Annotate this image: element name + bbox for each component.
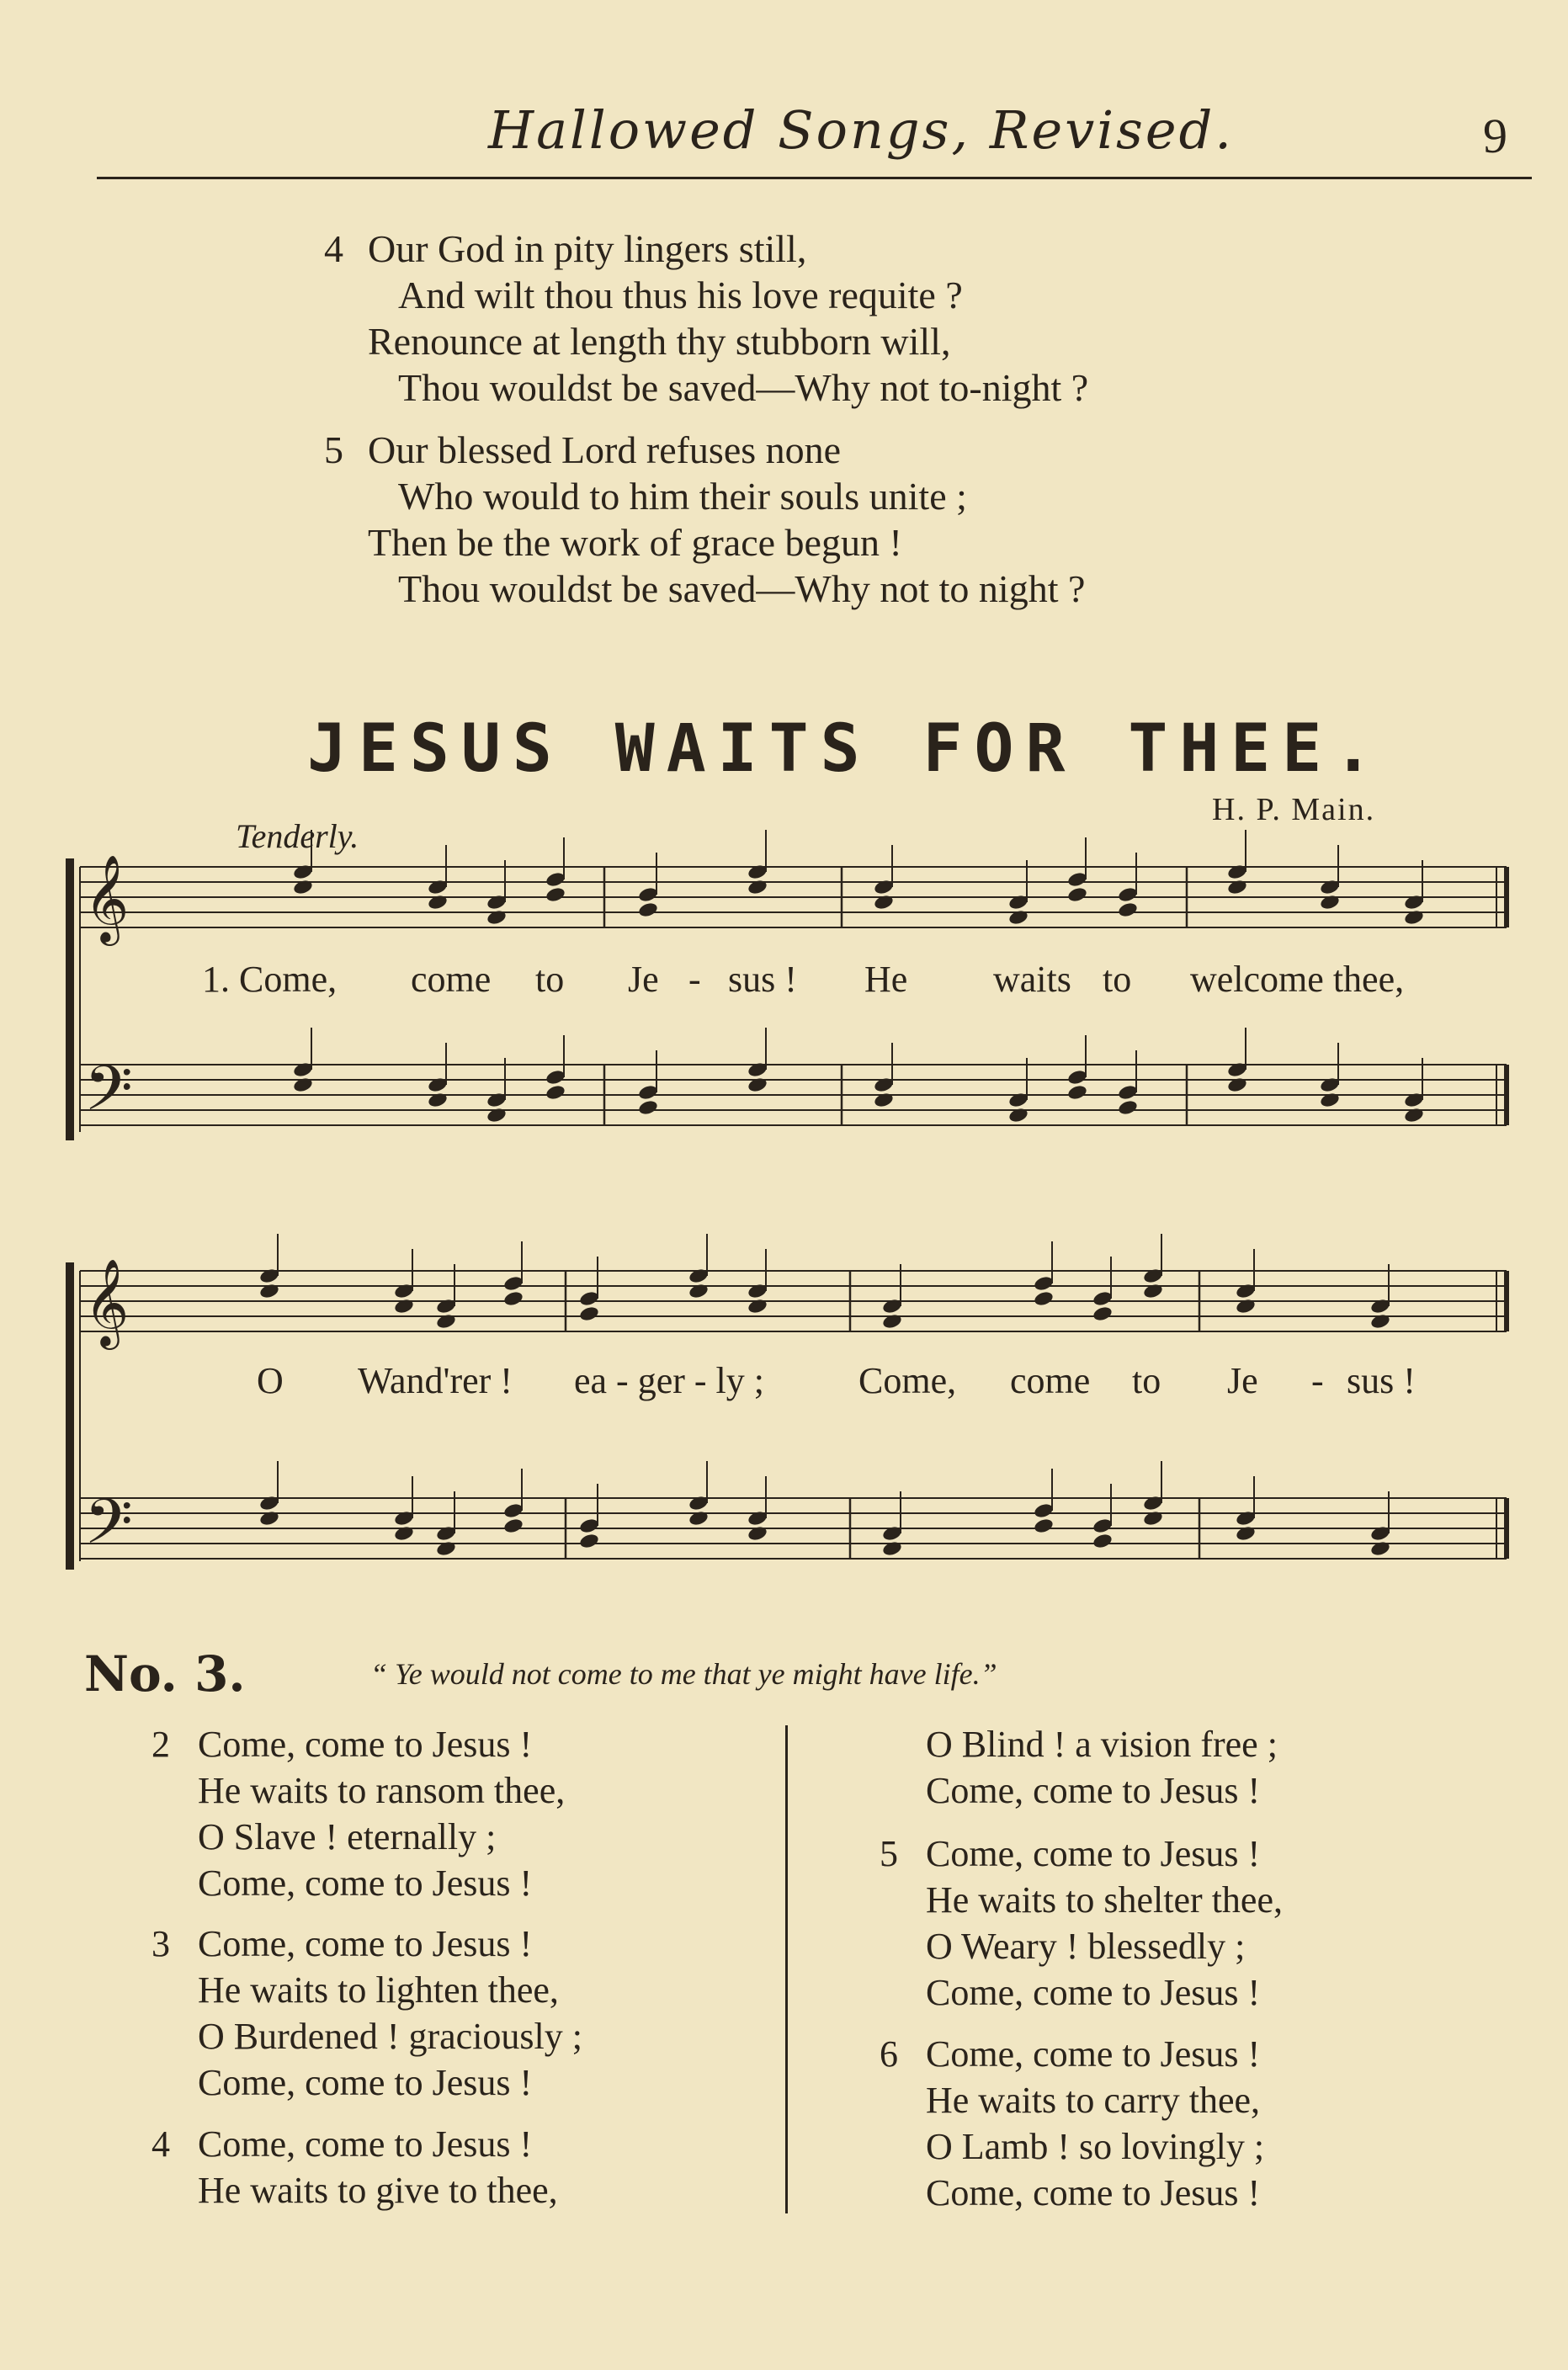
note-head [1117,1084,1138,1102]
note-head [435,1525,456,1543]
note-head [435,1540,456,1558]
note-head [747,1510,768,1528]
note-head [1226,879,1247,896]
stanza-line: And wilt thou thus his love requite ? [398,274,963,316]
note-head [578,1517,599,1535]
note-head [502,1517,524,1535]
note-head [578,1533,599,1550]
note-head [486,894,507,911]
note-head [1033,1290,1054,1308]
verse-number: 6 [880,2033,898,2075]
note-head [545,1084,566,1102]
note-head [637,886,658,904]
lyric-word: come [1010,1360,1091,1401]
note-head [1403,909,1424,927]
verse-number: 4 [151,2123,170,2165]
note-head [545,1069,566,1087]
note-head [292,1076,313,1094]
note-head [435,1313,456,1331]
note-head [747,1283,768,1300]
note-head [578,1305,599,1323]
verse-5 [880,1831,1283,2016]
note-head [688,1283,709,1300]
note-head [873,879,894,896]
note-head [747,1076,768,1094]
lyric-word: to [1132,1360,1161,1401]
lyric-word: welcome thee, [1190,959,1405,1000]
system-brace [66,1262,74,1570]
clef-icon: 𝄞 [84,854,130,943]
verse-line: Come, come to Jesus ! [198,1724,533,1765]
note-head [1066,886,1087,904]
note-head [545,886,566,904]
note-head [747,879,768,896]
note-head [502,1275,524,1293]
note-head [292,864,313,881]
lyric-word: Je [1227,1360,1258,1401]
lyric-word: - [1311,1360,1324,1401]
verse-line: He waits to shelter thee, [926,1879,1283,1921]
hymn-number: No. 3. [84,1645,246,1703]
note-head [1226,864,1247,881]
stanza-line: Renounce at length thy stubborn will, [368,320,951,363]
verse-line: O Burdened ! graciously ; [198,2016,582,2057]
verse-4-continued [880,1721,1278,1814]
note-head [1033,1517,1054,1535]
lyric-word: Come, [858,1360,957,1401]
lyric-word: Wand'rer ! [358,1360,513,1401]
note-head [881,1540,902,1558]
note-head [1235,1525,1256,1543]
note-head [1066,1069,1087,1087]
note-head [1319,1092,1340,1109]
composer: H. P. Main. [1212,792,1376,827]
stanza-number: 5 [324,428,343,471]
note-head [637,901,658,919]
lyric-word: He [864,959,908,1000]
note-head [1403,1107,1424,1124]
note-head [873,1076,894,1094]
note-head [1319,879,1340,896]
verse-line: Come, come to Jesus ! [198,1923,533,1964]
verse-2 [151,1721,565,1906]
note-head [1235,1510,1256,1528]
note-head [873,1092,894,1109]
note-head [1142,1495,1163,1512]
verse-line: O Lamb ! so lovingly ; [926,2126,1265,2167]
verse-line: O Blind ! a vision free ; [926,1724,1278,1765]
note-head [1319,1076,1340,1094]
verse-line: Come, come to Jesus ! [926,1770,1261,1811]
stanza-line: Our God in pity lingers still, [368,227,807,270]
note-head [1235,1283,1256,1300]
note-head [1092,1517,1113,1535]
verse-line: Come, come to Jesus ! [198,1863,533,1904]
lyric-word: Je [628,959,659,1000]
note-head [393,1510,414,1528]
note-head [688,1267,709,1285]
note-head [1142,1267,1163,1285]
note-head [1226,1076,1247,1094]
note-head [881,1298,902,1315]
clef-icon: 𝄢 [84,1485,133,1574]
note-head [1142,1283,1163,1300]
lyric-word: to [1103,959,1132,1000]
note-head [1066,871,1087,889]
lyric-word: 1. Come, [202,959,338,1000]
page-number: 9 [1483,109,1507,163]
note-head [1319,894,1340,911]
clef-icon: 𝄢 [84,1052,133,1140]
note-head [1033,1502,1054,1520]
note-head [881,1313,902,1331]
note-head [1226,1061,1247,1079]
note-head [1369,1540,1390,1558]
lyric-word: waits [993,959,1071,1000]
clef-icon: 𝄞 [84,1258,130,1347]
note-head [1369,1313,1390,1331]
note-head [747,1061,768,1079]
lyric-word: sus ! [728,959,797,1000]
verse-number: 2 [151,1724,170,1765]
note-head [427,894,448,911]
note-head [747,1298,768,1315]
note-head [1117,901,1138,919]
note-head [747,1525,768,1543]
song-title: JESUS WAITS FOR THEE. [307,711,1385,787]
note-head [1117,1099,1138,1117]
stanza-line: Our blessed Lord refuses none [368,428,842,471]
system-brace [66,858,74,1140]
verse-line: O Weary ! blessedly ; [926,1926,1246,1967]
note-head [1403,894,1424,911]
note-head [1092,1305,1113,1323]
running-header: Hallowed Songs, Revised. [488,99,1234,161]
lyric-word: sus ! [1347,1360,1416,1401]
note-head [1007,1092,1029,1109]
verse-line: Come, come to Jesus ! [926,1972,1261,2013]
note-head [427,1092,448,1109]
lyric-word: - [688,959,701,1000]
note-head [502,1502,524,1520]
verse-line: He waits to ransom thee, [198,1770,566,1811]
note-head [873,894,894,911]
note-head [427,879,448,896]
note-head [393,1283,414,1300]
note-head [1403,1092,1424,1109]
verse-line: He waits to give to thee, [198,2170,558,2211]
note-head [1235,1298,1256,1315]
note-head [1007,1107,1029,1124]
note-head [1033,1275,1054,1293]
note-head [258,1495,279,1512]
note-head [545,871,566,889]
note-head [1117,886,1138,904]
note-head [1092,1533,1113,1550]
note-head [258,1267,279,1285]
verse-6 [880,2031,1264,2216]
verse-number: 3 [151,1923,170,1964]
stanza-line: Then be the work of grace begun ! [368,521,902,564]
note-head [258,1510,279,1528]
note-head [1092,1290,1113,1308]
stanza-line: Who would to him their souls unite ; [398,475,967,518]
lyric-word: ea - ger - ly ; [574,1360,764,1401]
lyric-word: to [535,959,565,1000]
note-head [1142,1510,1163,1528]
verse-4 [151,2121,558,2213]
lyric-word: O [257,1360,284,1401]
note-head [393,1525,414,1543]
verse-line: Come, come to Jesus ! [926,1833,1261,1874]
note-head [1007,909,1029,927]
note-head [1007,894,1029,911]
note-head [578,1290,599,1308]
column-divider [785,1725,788,2213]
note-head [637,1099,658,1117]
tempo-marking: Tenderly. [236,817,359,855]
verse-line: Come, come to Jesus ! [926,2172,1261,2213]
note-head [486,1107,507,1124]
note-head [258,1283,279,1300]
verse-line: He waits to lighten thee, [198,1969,559,2011]
note-head [1369,1298,1390,1315]
verse-line: O Slave ! eternally ; [198,1816,497,1857]
note-head [1066,1084,1087,1102]
note-head [292,1061,313,1079]
note-head [502,1290,524,1308]
note-head [427,1076,448,1094]
lyric-word: come [411,959,492,1000]
note-head [637,1084,658,1102]
verse-line: Come, come to Jesus ! [926,2033,1261,2075]
scripture-quote: “ Ye would not come to me that ye might have life.” [370,1657,997,1691]
note-head [435,1298,456,1315]
verse-line: Come, come to Jesus ! [198,2062,533,2103]
note-head [292,879,313,896]
note-head [881,1525,902,1543]
note-head [688,1510,709,1528]
verse-number: 5 [880,1833,898,1874]
note-head [688,1495,709,1512]
note-head [747,864,768,881]
verse-line: He waits to carry thee, [926,2080,1261,2121]
stanza-number: 4 [324,227,343,270]
verse-3 [151,1921,582,2106]
stanza-line: Thou wouldst be saved—Why not to night ? [398,567,1086,610]
note-head [486,1092,507,1109]
note-head [486,909,507,927]
stanza-line: Thou wouldst be saved—Why not to-night ? [398,366,1089,409]
verse-line: Come, come to Jesus ! [198,2123,533,2165]
note-head [1369,1525,1390,1543]
note-head [393,1298,414,1315]
